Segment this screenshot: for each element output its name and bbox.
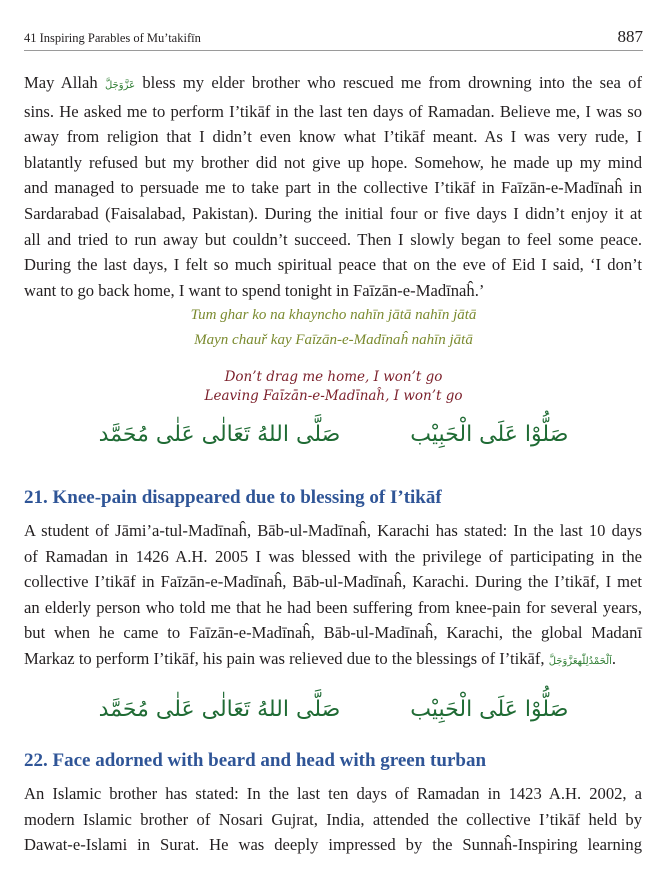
text-line: Markaz to perform I’tikāf, his pain was relieved due to the blessings of I’tikāf, اَلْحَمْدُلِلّٰهعَزَّوَجَلَّ. bbox=[24, 648, 617, 668]
text-line: and managed to persuade me to take part in the collective I’tikāf in Faīzān-e-Madīnaĥ in bbox=[24, 178, 642, 198]
durood-right: صَلُّوْا عَلَى الْحَبِيْب bbox=[410, 697, 569, 722]
paragraph-section-21 bbox=[24, 518, 642, 675]
arabic-alhamdulillah: اَلْحَمْدُلِلّٰهعَزَّوَجَلَّ bbox=[548, 655, 612, 667]
durood-line bbox=[0, 422, 667, 447]
text-line: May Allah عَزَّوَجَلَّ bless my elder brother who rescued me from drowning into the sea of bbox=[24, 73, 642, 92]
running-header bbox=[24, 26, 643, 51]
text-line: Dawat-e-Islami in Surat. He was deeply impressed by the Sunnaĥ-Inspiring learning bbox=[24, 835, 642, 855]
poem-line: Don’t drag me home, I won’t go bbox=[224, 369, 443, 385]
durood-left: صَلَّى اللهُ تَعَالٰى عَلٰى مُحَمَّد bbox=[98, 697, 341, 722]
text-line: modern Islamic brother of Nosari Gujrat, India, attended the collective I’tikāf held by bbox=[24, 809, 642, 829]
text-line: want to go back home, I want to spend tonight in Faīzān-e-Madīnaĥ.’ bbox=[24, 280, 485, 300]
arabic-honorific: عَزَّوَجَلَّ bbox=[104, 80, 136, 91]
poem-translation bbox=[0, 368, 667, 406]
text-line: collective I’tikāf in Faīzān-e-Madīnaĥ, Bāb-ul-Madīnaĥ, Karachi. During the I’tikāf, I met bbox=[24, 572, 642, 592]
text-line: an elderly person who told me that he had been suffering from knee-pain for several years, bbox=[24, 597, 642, 617]
paragraph-section-22 bbox=[24, 781, 642, 858]
section-heading-21: 21. Knee-pain disappeared due to blessing of I’tikāf bbox=[24, 487, 442, 508]
text-line: Sardarabad (Faisalabad, Pakistan). During the initial four or five days I didn’t enjoy it at bbox=[24, 203, 642, 223]
text-line: An Islamic brother has stated: In the last ten days of Ramadan in 1423 A.H. 2002, a bbox=[24, 784, 642, 803]
text-line: all and tried to run away but couldn’t succeed. Then I slowly began to feel some peace. bbox=[24, 229, 642, 249]
poem-line: Leaving Faīzān-e-Madīnaĥ, I won’t go bbox=[204, 388, 463, 404]
text-line: away from religion that I didn’t even know what I’tikāf meant. As I was very rude, I bbox=[24, 127, 642, 147]
page-number: 887 bbox=[617, 27, 643, 46]
text-line: blatantly refused but my brother did not give up hope. Somehow, he made up my mind bbox=[24, 152, 642, 172]
text-line: A student of Jāmi’a-tul-Madīnaĥ, Bāb-ul-Madīnaĥ, Karachi has stated: In the last 10 days bbox=[24, 521, 642, 540]
durood-line bbox=[0, 697, 667, 722]
book-title: 41 Inspiring Parables of Mu’takifīn bbox=[24, 31, 201, 45]
durood-left: صَلَّى اللهُ تَعَالٰى عَلٰى مُحَمَّد bbox=[98, 422, 341, 447]
text-line: sins. He asked me to perform I’tikāf in the last ten days of Ramadan. Believe me, I was so bbox=[24, 101, 642, 121]
paragraph-intro bbox=[24, 70, 642, 303]
text-line: of Ramadan in 1426 A.H. 2005 I was blessed with the privilege of participating in the bbox=[24, 546, 642, 566]
poem-transliteration bbox=[0, 303, 667, 353]
durood-right: صَلُّوْا عَلَى الْحَبِيْب bbox=[410, 422, 569, 447]
section-heading-22: 22. Face adorned with beard and head with green turban bbox=[24, 750, 487, 771]
poem-line: Tum ghar ko na khayncho nahīn jātā nahīn jātā bbox=[190, 307, 477, 323]
poem-line: Mayn chauř kay Faīzān-e-Madīnaĥ nahīn jātā bbox=[194, 332, 473, 348]
text-line: During the last days, I felt so much spiritual peace that on the eve of Eid I said, ‘I don’t bbox=[24, 255, 642, 275]
text-line: but when he came to Faīzān-e-Madīnaĥ, Bāb-ul-Madīnaĥ, Karachi, the global Madanī bbox=[24, 623, 642, 643]
